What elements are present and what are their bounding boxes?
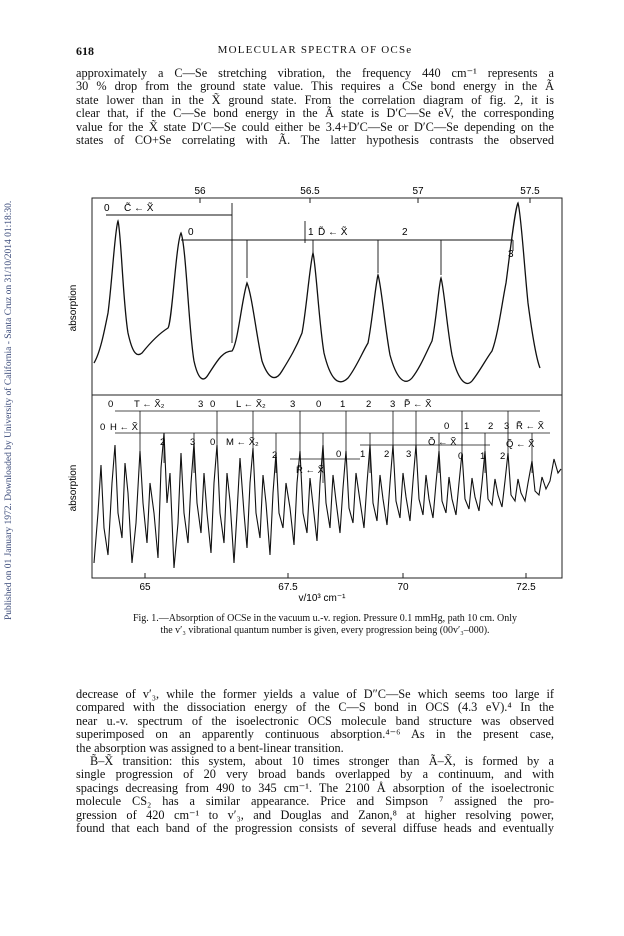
plot-frame <box>92 198 562 578</box>
text-line: near u.-v. spectrum of the isoelectronic OCS molecule band structure was observed <box>76 713 554 728</box>
level-label: 1 <box>360 449 366 460</box>
level-label: 2 <box>402 227 408 238</box>
level-label: 2 <box>384 449 390 460</box>
page-header <box>76 44 554 60</box>
level-label: 0 <box>444 421 450 432</box>
level-label: 3 <box>508 249 514 260</box>
level-label: 0 <box>104 203 110 214</box>
transition-label: M ← X̃₂ <box>226 437 259 448</box>
bottom-tick-label: 67.5 <box>278 582 298 593</box>
text-line: compared with the dissociation energy of the C—S bond in OCS (4.3 eV).⁴ In the <box>76 700 554 715</box>
paragraph-top <box>76 67 554 147</box>
top-tick-label: 56 <box>194 186 206 197</box>
level-label: 2 <box>160 437 166 448</box>
level-label: 2 <box>366 399 372 410</box>
text-line: 30 % drop from the ground state value. This requires a CSe bond energy in the Ã <box>76 79 554 94</box>
level-label: 3 <box>198 399 204 410</box>
level-label: 0 <box>336 449 342 460</box>
text-line: the absorption was assigned to a bent-linear transition. <box>76 740 344 755</box>
transition-label: D̃ ← X̃ <box>318 227 348 238</box>
level-label: 3 <box>390 399 396 410</box>
transition-label: Õ ← X̃ <box>428 437 457 448</box>
text-line: spacings decreasing from 490 to 345 cm⁻¹. The 2100 Å absorption of the isoelectronic <box>76 780 554 795</box>
spectrum-figure <box>60 183 580 603</box>
text-line: decrease of v′₃, while the former yields a value of D″C—Se which seems too large if <box>76 687 554 701</box>
text-line: gression of 420 cm⁻¹ to v′₃, and Douglas and Zanon,⁸ at higher resolving power, <box>76 807 554 822</box>
y-axis-label-bottom: absorption <box>68 464 79 512</box>
level-label: 0 <box>316 399 322 410</box>
level-label: 2 <box>500 451 506 462</box>
transition-label: C̃ ← X̃ <box>124 203 154 214</box>
text-line: single progression of 20 very broad bands overlapped by a continuum, and with <box>76 767 554 782</box>
text-line: superimposed on an apparently continuous absorption.⁴⁻⁶ As in the present case, <box>76 727 554 742</box>
transition-label: R̃ ← X̃ <box>296 465 324 476</box>
download-watermark: Published on 01 January 1972. Downloaded by University of California - Santa Cruz on 31/10/2014 01:18:30. <box>4 200 14 620</box>
level-label: 3 <box>406 449 412 460</box>
x-axis-label: v/10³ cm⁻¹ <box>298 593 346 603</box>
level-label: 2 <box>272 450 278 461</box>
bottom-tick-label: 70 <box>397 582 409 593</box>
running-title: MOLECULAR SPECTRA OF OCSe <box>217 44 413 56</box>
paragraph-bottom <box>76 688 554 835</box>
transition-label: P̃ ← X̃ <box>404 399 432 410</box>
text-line: clear that, if the C—Se bond energy in the Ã state is D′C—Se eV, the corresponding <box>76 106 554 121</box>
page-number: 618 <box>76 44 94 58</box>
text-line: states of CO+Se correlating with Ã. The latter hypothesis contrasts the observed <box>76 133 554 148</box>
caption-line: the v′₃ vibrational quantum number is given, every progression being (00v′₃–000). <box>160 625 490 636</box>
level-label: 0 <box>458 451 464 462</box>
bottom-tick-label: 72.5 <box>516 582 536 593</box>
top-tick-label: 56.5 <box>300 186 320 197</box>
text-line: found that each band of the progression consists of several diffuse heads and eventually <box>76 821 554 836</box>
level-label: 0 <box>188 227 194 238</box>
text-line: B̃–X̃ transition: this system, about 10 times stronger than Ã–X̃, is formed by a <box>90 754 554 769</box>
top-tick-label: 57 <box>412 186 424 197</box>
figure-caption <box>96 613 554 637</box>
level-label: 3 <box>190 437 196 448</box>
level-label: 1 <box>464 421 470 432</box>
level-label: 0 <box>108 399 114 410</box>
level-label: 0 <box>210 399 216 410</box>
level-label: 2 <box>488 421 494 432</box>
top-tick-label: 57.5 <box>520 186 540 197</box>
text-line: molecule CS₂ has a similar appearance. Price and Simpson ⁷ assigned the pro- <box>76 794 554 809</box>
transition-label: T ← X̃₂ <box>134 399 165 410</box>
text-line: state lower than in the X̃ ground state. From the correlation diagram of fig. 2, it is <box>76 92 554 107</box>
transition-label: H ← X̃ <box>110 422 138 433</box>
level-label: 3 <box>504 421 510 432</box>
level-label: 1 <box>308 227 314 238</box>
text-line: value for the X̃ state D′C—Se could either be 3.4+D′C—Se or D′C—Se depending on the <box>76 119 554 134</box>
text-line: approximately a C—Se stretching vibration, the frequency 440 cm⁻¹ represents a <box>76 66 554 80</box>
transition-label: Q̃ ← X̃ <box>506 439 535 450</box>
transition-label: L ← X̃₂ <box>236 399 266 410</box>
transition-label: R̃ ← X̃ <box>516 421 544 432</box>
spectrum-plot <box>60 183 580 603</box>
level-label: 1 <box>340 399 346 410</box>
level-label: 1 <box>480 451 486 462</box>
level-label: 0 <box>100 422 106 433</box>
bottom-tick-label: 65 <box>139 582 151 593</box>
caption-line: Fig. 1.—Absorption of OCSe in the vacuum u.-v. region. Pressure 0.1 mmHg, path 10 cm. Only <box>132 613 518 624</box>
level-label: 3 <box>290 399 296 410</box>
top-spectrum-trace <box>94 203 540 383</box>
y-axis-label-top: absorption <box>68 284 79 332</box>
level-label: 0 <box>210 437 216 448</box>
